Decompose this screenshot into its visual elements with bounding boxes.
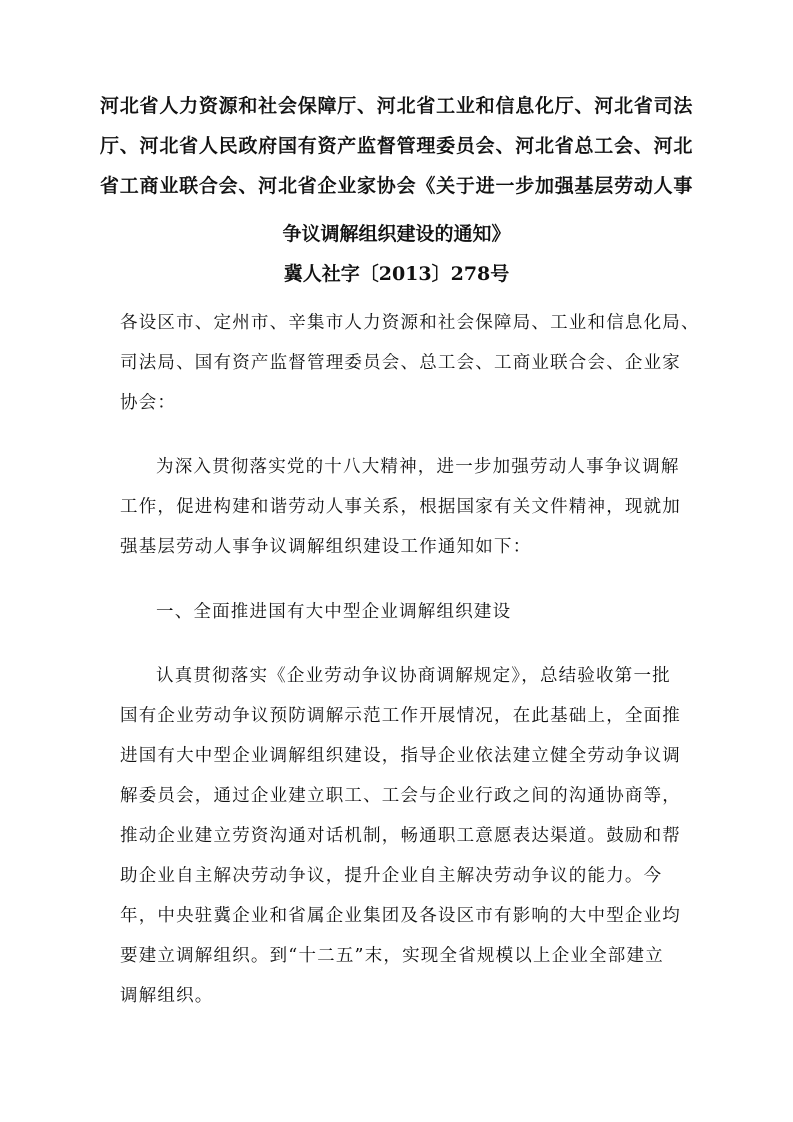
section-1-line-4: 解委员会，通过企业建立职工、工会与企业行政之间的沟通协商等， [120,786,681,806]
intro-line-3: 强基层劳动人事争议调解组织建设工作通知如下： [120,537,532,557]
addressee-line-2: 司法局、国有资产监督管理委员会、总工会、工商业联合会、企业家 [120,353,681,373]
section-1-line-7: 年，中央驻冀企业和省属企业集团及各设区市有影响的大中型企业均 [120,906,681,926]
section-1-line-5: 推动企业建立劳资沟通对话机制，畅通职工意愿表达渠道。鼓励和帮 [120,826,681,846]
addressee-line-3: 协会： [120,393,177,413]
title-line-2: 厅、河北省人民政府国有资产监督管理委员会、河北省总工会、河北 [100,135,693,157]
section-1-heading-text: 一、全面推进国有大中型企业调解组织建设 [156,602,512,622]
section-1-paragraph [120,656,681,1016]
document-number: 冀人社字〔2013〕278号 [283,263,510,285]
title-line-1: 河北省人力资源和社会保障厅、河北省工业和信息化厅、河北省司法 [100,95,693,117]
section-1-line-9: 调解组织。 [120,986,214,1006]
section-1-line-3: 进国有大中型企业调解组织建设，指导企业依法建立健全劳动争议调 [120,746,681,766]
addressee [120,303,700,423]
section-1-line-2: 国有企业劳动争议预防调解示范工作开展情况，在此基础上，全面推 [120,706,681,726]
section-1-heading [120,592,675,632]
intro-paragraph [120,447,681,567]
intro-line-1: 为深入贯彻落实党的十八大精神，进一步加强劳动人事争议调解 [156,457,680,477]
document-title [100,86,693,206]
section-1-line-8: 要建立调解组织。到“十二五”末，实现全省规模以上企业全部建立 [120,946,664,966]
intro-line-2: 工作，促进构建和谐劳动人事关系，根据国家有关文件精神，现就加 [120,497,681,517]
title-line-3: 省工商业联合会、河北省企业家协会《关于进一步加强基层劳动人事 [100,175,693,197]
addressee-line-1: 各设区市、定州市、辛集市人力资源和社会保障局、工业和信息化局、 [120,313,700,333]
section-1-line-6: 助企业自主解决劳动争议，提升企业自主解决劳动争议的能力。今 [120,866,663,886]
section-1-line-1: 认真贯彻落实《企业劳动争议协商调解规定》，总结验收第一批 [156,666,671,686]
title-line-4: 争议调解组织建设的通知》 [282,223,511,245]
